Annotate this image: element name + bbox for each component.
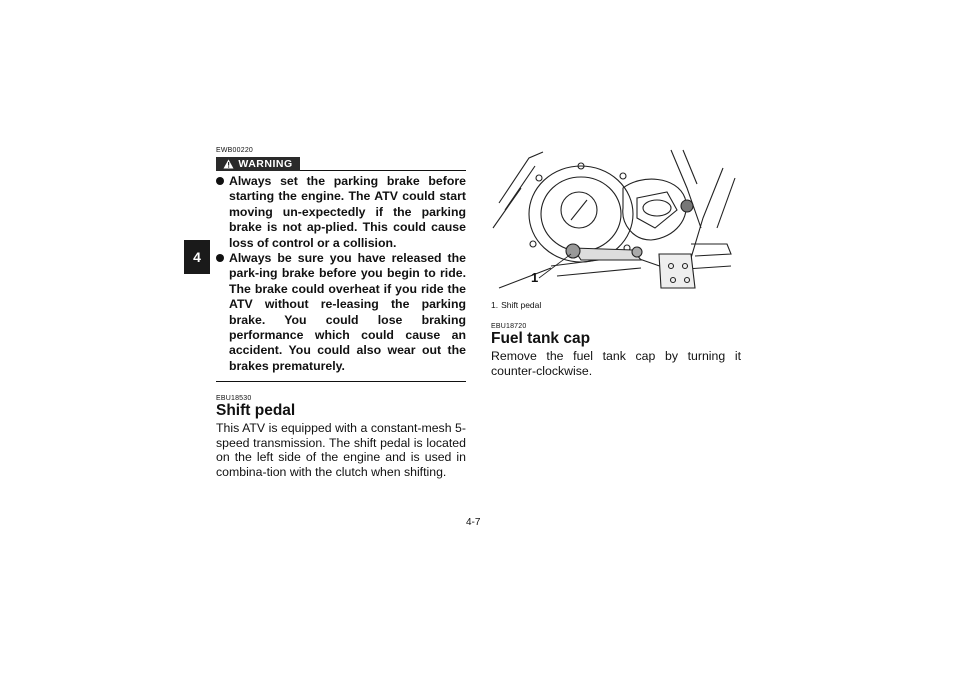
section-text: Remove the fuel tank cap by turning it counter-clockwise. bbox=[491, 349, 741, 378]
left-column bbox=[216, 146, 466, 480]
caption-text: Shift pedal bbox=[501, 300, 542, 310]
caption-number: 1. bbox=[491, 300, 499, 310]
warning-list bbox=[216, 174, 466, 374]
right-column bbox=[491, 146, 741, 378]
engine-illustration bbox=[491, 148, 741, 296]
list-item: Always be sure you have released the park-ing brake before you begin to ride. The brake could overheat if you ride the ATV without re-leasing the parking brake. You could lose braking performance which could cause an accident. You could also wear out the brakes prematurely. bbox=[216, 251, 466, 374]
warning-rule bbox=[300, 170, 466, 171]
chapter-tab: 4 bbox=[184, 240, 210, 274]
callout-number: 1 bbox=[531, 270, 539, 285]
section-title: Fuel tank cap bbox=[491, 330, 591, 347]
warning-code: EWB00220 bbox=[216, 147, 254, 154]
section-text: This ATV is equipped with a constant-mesh 5-speed transmission. The shift pedal is located on the left side of the engine and is used in combina-tion with the clutch when shifting. bbox=[216, 421, 466, 480]
warning-header bbox=[216, 156, 466, 171]
section-code: EBU18530 bbox=[216, 395, 252, 403]
warning-triangle-icon bbox=[223, 159, 234, 169]
warning-end-rule bbox=[216, 381, 466, 382]
warning-label: WARNING bbox=[238, 157, 293, 170]
section-title: Shift pedal bbox=[216, 402, 296, 420]
bullet-icon bbox=[216, 177, 224, 185]
figure-caption bbox=[491, 300, 741, 310]
shift-pedal-figure bbox=[491, 148, 741, 296]
bullet-icon bbox=[216, 254, 224, 262]
list-item: Always set the parking brake before starting the engine. The ATV could start moving un-expectedly if the parking brake is not ap-plied. This could cause loss of control or a collision. bbox=[216, 174, 466, 251]
warning-badge bbox=[216, 157, 300, 171]
page-number: 4-7 bbox=[466, 517, 481, 528]
section-code: EBU18720 bbox=[491, 323, 527, 330]
